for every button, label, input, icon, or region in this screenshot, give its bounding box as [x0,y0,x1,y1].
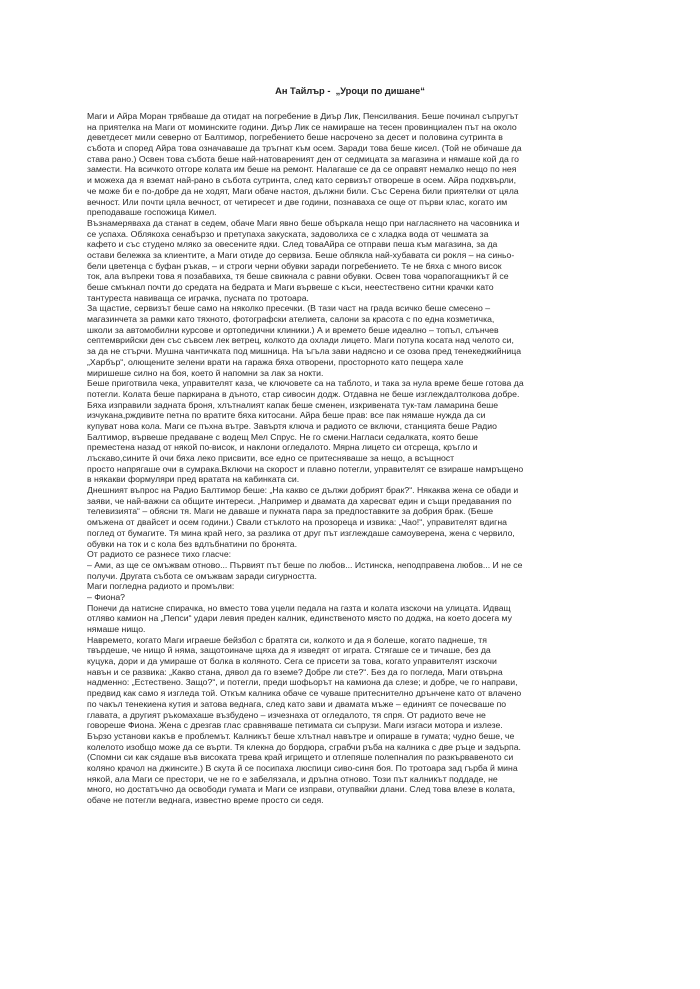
text-line: Днешният въпрос на Радио Балтимор беше: „На какво се дължи добрият брак?“. Някаква жена се обади и [87,485,519,496]
text-line: Възнамеряваха да станат в седем, обаче Маги явно беше объркала нещо при нагласянето на часовника и [87,217,520,228]
text-line: нямаше нищо. [87,624,146,634]
text-line: (Спомни си как сядаше във високата трева край игрището и отлепяше полепналия по разкървавеното си [87,752,514,763]
text-line: купуват нова кола. Маги се пъхна вътре. Завъртя ключа и радиото се включи, станцията беше Радио [87,420,497,431]
text-line: преподаваше госпожица Кимел. [87,207,217,218]
text-line: Навремето, когато Маги играеше бейзбол с братята си, колкото и да я болеше, когато паднеше, тя [87,634,487,645]
text-line: От радиото се разнесе тихо гласче: [87,549,232,560]
text-line: Беше приготвила чека, управителят каза, че ключовете са на таблото, и така за нула време беше готова да [87,378,524,389]
text-line: „Харбър“, олющените зелени врати на гаража бяха отворени, просторното като пещера хале [87,356,464,367]
document-body [87,111,613,806]
text-line: говореше Фиона. Жена с дрезгав глас сравняваше петимата си съпрузи. Маги изгаси мотора и излезе. [87,720,503,731]
text-line: омъжена от двайсет и осем години.) Свали стъклото на прозореца и извика: „Чао!“, управителят вдигна [87,517,507,528]
text-line: Маги и Айра Моран трябваше да отидат на погребение в Диър Лик, Пенсилвания. Беше починал съпругът [87,111,519,121]
text-line: За щастие, сервизът беше само на няколко пресечки. (В тази част на града всичко беше смесено – [87,303,491,314]
text-line: коляно крачол на джинсите.) В скута й се посипаха люспици сиво-синя боя. По тротоара зад гърба й мина [87,762,518,773]
text-line: навън и се развика: „Какво стана, дявол да го вземе? Добре ли сте?“. Без да го погледа, Маги отвърна [87,666,503,677]
text-line: заяви, че най-важни са общите интереси. „Например и двамата да харесват един и същи предавания по [87,495,512,506]
text-line: че може би е по-добре да не ходят, Маги обаче настоя, дължни били. Със Серена били приятелки от цяла [87,185,519,196]
text-line: изчукана,рждивите петна по вратите бяха китосани. Айра беше прав: все пак нямаше нужда да си [87,410,486,421]
text-line: куцука, дори и да умираше от болка в коляното. Сега се присети за това, когато управителят изскочи [87,656,497,667]
text-line: обаче не потегли веднага, известно време просто си седя. [87,795,324,805]
text-line: Балтимор, вървеше предаване с водещ Мел Спрус. Не го смени.Нагласи седалката, която беше [87,431,479,442]
text-line: поглед от бумагите. Тя мина край него, за разлика от друг път изглеждаше самоуверена, жена с червило, [87,527,515,538]
text-line: събота и според Айра това означаваше да тръгнат към осем. Заради това беше кисел. (Той не обичаше да [87,143,522,154]
text-line: на приятелка на Маги от моминските години. Диър Лик се намираше на тесен провинциален път на около [87,121,517,132]
text-line: предвид как само я изгледа той. Откъм калника обаче се чуваше притеснително дрънчене като от влачено [87,688,522,699]
text-line: магазинчета за рамки като тяхното, фотографски ателиета, салони за красота с по една козметичка, [87,314,495,325]
text-line: телевизията“ – обясни тя. Маги не даваше и пукната пара за предпоставките за добрия брак. (Беше [87,506,494,517]
text-line: – Ами, аз ще се омъжвам отново... Първият път беше по любов... Истинска, неподправена любов... И не се [87,559,523,570]
text-line: кафето и със студено мляко за овесените ядки. След товаАйра се отправи пеша към магазина, за да [87,239,498,250]
text-line: колелото изобщо може да се върти. Тя клекна до бордюра, сграбчи ръба на калника с две ръце и задърпа. [87,741,521,752]
text-line: и можеха да я вземат най-рано в събота сутринта, след като сервизът отвореше в осем. Айра подхвърли, [87,175,517,186]
text-line: се успаха. Облякоха сенабързо и претупаха закуската, задоволиха се с хладка вода от чешмата за [87,228,489,239]
text-line: по чакъл тенекиена кутия и затова веднага, след като зави и двамата мъже – единият се почесваше по [87,698,507,709]
text-line: просто напрягаше очи в сумрака.Включи на скорост и плавно потегли, управителят се взираше намръщено [87,463,524,474]
text-line: получи. Другата събота се омъжвам заради сигурността. [87,570,317,581]
text-line: беше смъкнал почти до средата на бедрата и Маги вървеше с къси, неестествено ситни крачки като [87,282,494,292]
text-line: – Фиона? [87,591,125,602]
text-line: ток, ала въпреки това я позабавиха, тя беше свикнала с равни обувки. Освен това чорапогащникът й се [87,271,509,282]
text-line: Бяха изправили задната броня, хлътналият капак беше сменен, изкривената тук-там ламарина беше [87,399,499,410]
text-line: лъскаво,сините й очи бяха леко присвити, все едно се притесняваше за нещо, а всъщност [87,453,455,463]
text-line: някой, ала Маги се престори, че не го е забелязала, и дръпна отново. Този път калникът поддаде, не [87,773,498,784]
text-line: твърдеше, че нищо й няма, защотоиначе щяха да я изведят от играта. Стягаше се и тичаше, без да [87,645,491,656]
text-line: надменно: „Естествено. Защо?“, и потегли, преди шофьорът на камиона да слезе; и добре, че го направи, [87,677,518,688]
text-line: остави бележка за клиентите, а Маги отиде до сервиза. Беше облякла най-хубавата си рокля – на синьо- [87,249,515,260]
text-line: Понечи да натисне спирачка, но вместо това уцели педала на газта и колата изскочи на улицата. Идващ [87,602,511,613]
text-line: става рано.) Освен това събота беше най-натовареният ден от седмицата за магазина и нямаше кой да го [87,153,519,164]
text-line: потегли. Колата беше паркирана в дъното, стар сивосин додж. Отдавна не беше изглеждалтолкова добре. [87,388,520,399]
text-line: за да не стърчи. Мушна чантичката под мишница. На ъгъла зави надясно и се озова пред тенекеджийница [87,346,522,357]
text-line: Бързо установи какъв е проблемът. Калникът беше хлътнал навътре и опираше в гумата; чудно беше, че [87,730,515,741]
document-title: Ан Тайлър - „Уроци по дишане“ [275,86,425,96]
text-line: главата, а другият ръкомахаше възбудено – изчезнаха от огледалото, тя спря. От радиото вече не [87,709,486,720]
text-line: замести. На всичкото отгоре колата им беше на ремонт. Налагаше се да се оправят немалко нещо по нея [87,164,517,175]
text-line: Маги погледна радиото и промълви: [87,581,235,592]
text-line: школи за автомобилни курсове и ортопедични клиники.) А и времето беше идеално – топъл, слънчев [87,324,499,335]
text-line: отляво камион на „Пепси“ удари левия преден калник, единственото място по доджа, на което досега му [87,613,512,624]
text-line: септемврийски ден със съвсем лек ветрец, колкото да охлади лицето. Маги потупа косата над челото си, [87,335,514,346]
text-line: много, но достатъчно да освободи гумата и Маги се изправи, отупвайки длани. След това влезе в колата, [87,784,516,795]
text-line: бели цветенца с буфан ръкав, – и строги черни обувки заради погребението. Те не бяха с много висок [87,260,502,271]
text-line: преместена назад от някой по-висок, и наклони огледалото. Мярна лицето си отсреща, кръгло и [87,442,478,453]
text-line: обувки на ток и с кола без вдлъбнатини по бронята. [87,538,298,549]
text-line: тантуреста навиваща се играчка, пусната по тротоара. [87,292,309,303]
text-line: деветдесет мили северно от Балтимор, погребението беше насрочено за десет и половина сутринта в [87,132,503,143]
text-line: вечност. Или почти цяла вечност, от четиресет и две години, познаваха се още от първи клас, когато им [87,196,508,207]
text-line: в някакви формуляри пред вратата на кабинката си. [87,474,300,485]
text-line: миришеше силно на боя, което й напомни за лак за нокти. [87,367,324,378]
